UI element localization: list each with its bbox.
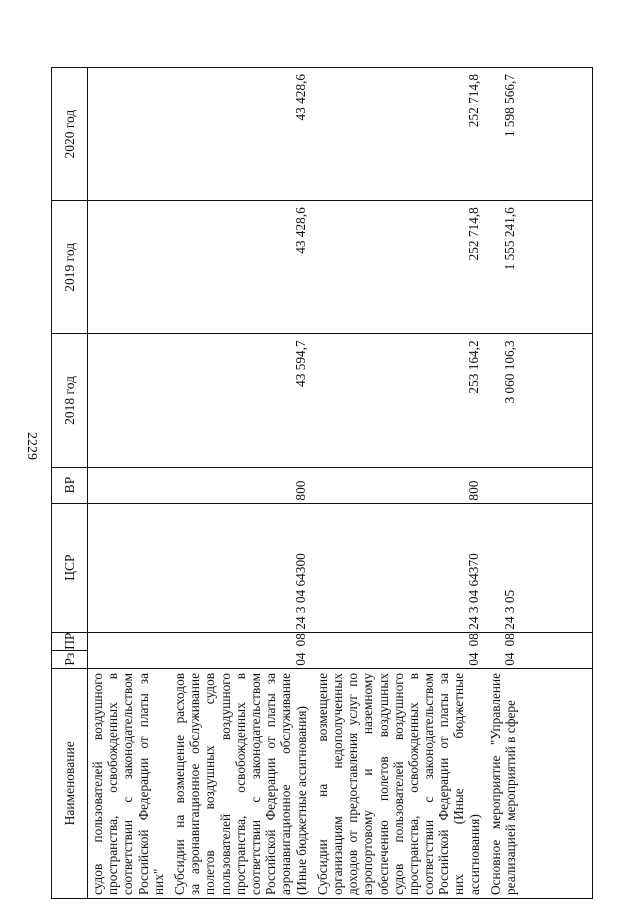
rz-pr-column [88,632,593,668]
row-value-2018: 43 594,7 [292,340,308,387]
row-pr: 08 [466,633,481,647]
row-value-2019: 43 428,6 [292,207,308,254]
row-pr: 08 [292,633,308,647]
row-name-line: соответствии с законодательством [421,673,437,895]
row-name-line: Субсидии на возмещение [314,673,330,895]
csr-column [88,503,593,632]
row-name-2 [315,673,482,895]
budget-table [51,67,593,899]
header-2018: 2018 год [52,334,88,467]
row-value-2020: 43 428,6 [292,74,308,121]
row-name-line: Субсидии на возмещение расходов [172,673,187,895]
row-name-line: них (Иные бюджетные [451,673,467,895]
row-name-line: организациям недополученных [329,673,345,895]
row-name-line: пространства, освобожденных в [405,673,421,895]
row-rz-pr [293,633,309,668]
header-vr: ВР [52,467,88,503]
row-name-line: судов пользователей воздушного [390,673,406,895]
row-name-line: пользователей воздушного [217,673,233,895]
header-2020: 2020 год [52,68,88,201]
row-name-line: соответствии с законодательством [120,673,136,895]
row-name-line: Российской Федерации от платы за [436,673,452,895]
header-2019: 2019 год [52,201,88,334]
row-name-line: Основное мероприятие "Управление [488,673,503,895]
row-csr: 24 3 04 64300 [292,553,308,630]
row-csr: 24 3 04 64370 [466,553,481,630]
name-column [88,668,593,898]
vr-column [88,467,593,503]
row-name-line: судов пользователей воздушного [90,673,105,895]
row-name-line: аэронавигационное обслуживание [278,673,294,895]
row-name-line: реализацией мероприятий в сфере [503,700,519,895]
row-name-line: ассигнования) [466,814,482,895]
row-value-2020: 252 714,8 [466,74,481,128]
row-csr: 24 3 05 [502,589,518,630]
row-name-line: пространства, освобожденных в [232,673,248,895]
row-value-2019: 1 555 241,6 [502,207,518,271]
header-csr: ЦСР [52,503,88,632]
row-rz-pr [502,633,518,668]
y2018-column [88,334,593,467]
row-rz: 04 [466,652,481,666]
table-header-row [52,68,88,899]
row-name-line: полетов воздушных судов [202,673,218,895]
row-name-line: Российской Федерации от платы за [135,673,151,895]
y2019-column [88,201,593,334]
row-rz: 04 [502,652,518,666]
row-name-line: пространства, освобожденных в [105,673,121,895]
row-value-2018: 3 060 106,3 [502,340,518,404]
page-number: 2229 [24,432,39,460]
row-vr: 800 [466,480,481,501]
y2020-column [88,68,593,201]
rotated-table-container [51,67,591,899]
table-body-row [88,68,593,899]
row-name-1 [172,673,309,895]
row-name-line: соответствии с законодательством [247,673,263,895]
row-value-2019: 252 714,8 [466,207,481,261]
row-value-2020: 1 598 566,7 [502,74,518,138]
row-name-line: аэропортовому и наземному [360,673,376,895]
row-name-line: за аэронавигационное обслуживание [187,673,203,895]
row-name-3 [488,673,518,895]
row-name-line: них" [150,868,166,895]
row-name-line: Российской Федерации от платы за [263,673,279,895]
row-rz: 04 [292,652,308,666]
row-pr: 08 [502,633,518,647]
row-rz-pr [466,633,482,668]
row-value-2018: 253 164,2 [466,340,481,394]
row-vr: 800 [292,480,308,501]
row-name-line: обеспечению полетов воздушных [375,673,391,895]
row-name-0 [90,673,166,895]
row-name-line: (Иные бюджетные ассигнования) [293,706,309,895]
header-rz: Рз [52,650,88,668]
row-name-line: доходов от предоставления услуг по [345,673,361,895]
header-pr: ПР [52,632,88,650]
header-name: Наименование [52,668,88,898]
